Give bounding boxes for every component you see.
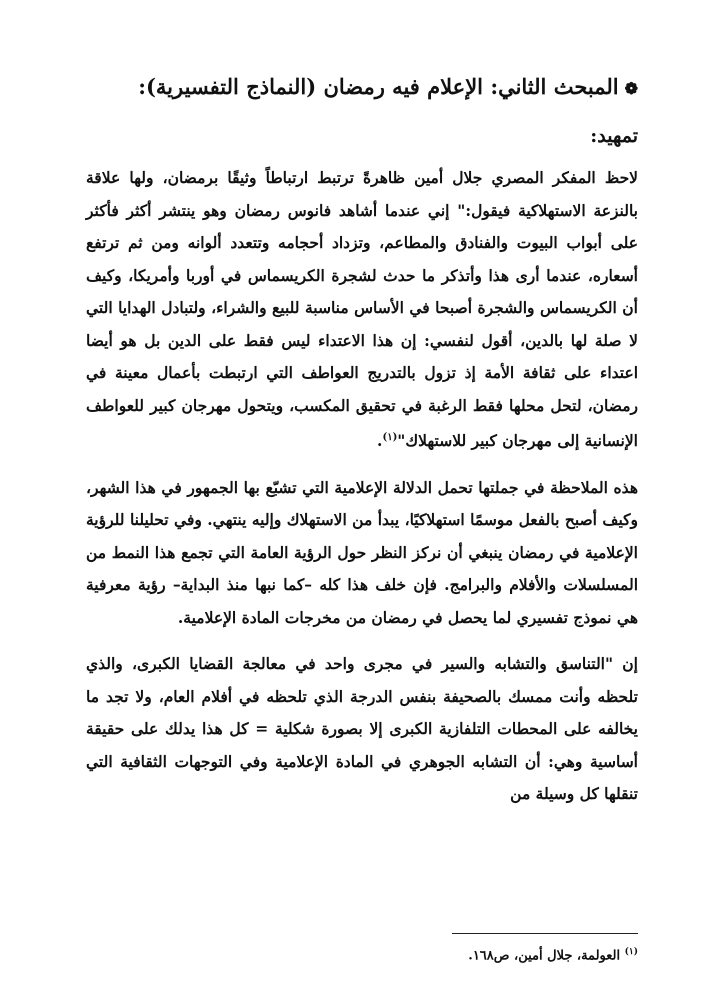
paragraph-analysis: هذه الملاحظة في جملتها تحمل الدلالة الإعلامية التي تشبّع بها الجمهور في هذا الشهر، وكيف أصبح بالفعل موسمًا استهلاكيًا، يبدأ من الاستهلاك وإليه ينتهي. وفي تحليلنا للرؤية الإعلامية في رمضان ينبغي أن نركز النظر حول الرؤية العامة التي تجمع هذا النمط من المسلسلات والأفلام والبرامج. فإن خلف هذا كله –كما نبها منذ البداية– رؤية معرفية هي نموذج تفسيري لما يحصل في رمضان من مخرجات المادة الإعلامية. — [86, 477, 638, 627]
flower-ornament-icon: ❁ — [624, 79, 638, 98]
footnote — [468, 943, 638, 965]
paragraph-quote: لاحظ المفكر المصري جلال أمين ظاهرةً ترتبط ارتباطاً وثيقًا برمضان، ولها علاقة بالنزعة الاستهلاكية فيقول:" إني عندما أشاهد فانوس رمضان وهو ينتشر أكثر فأكثر على أبواب البيوت والفنادق والمطاعم، وتزداد أحجامه وتتعدد ألوانه ومن ثم ترتفع أسعاره، عندما أرى هذا وأتذكر ما حدث لشجرة الكريسماس في أوربا وأمريكا، وكيف أن الكريسماس والشجرة أصبحا في الأساس مناسبة للبيع والشراء، ولتبادل الهدايا التي لا صلة لها بالدين، أقول لنفسي: إن هذا الاعتداء ليس فقط على الدين بل هو أيضا اعتداء على ثقافة الأمة إذ تزول بالتدريج العواطف التي ارتبطت بأعمال معينة في رمضان، لتحل محلها فقط الرغبة في تحقيق المكسب، ويتحول مهرجان كبير للعواطف الإنسانية إلى مهرجان كبير للاستهلاك"$^{(١)}$. — [86, 168, 638, 451]
footnote-reference[interactable]: (١) — [382, 432, 398, 443]
paragraph-continuation: إن "التناسق والتشابه والسير في مجرى واحد في معالجة القضايا الكبرى، والذي تلحظه وأنت ممسك بالصحيفة بنفس الدرجة الذي تلحظه في أفلام العام، ولا تجد ما يخالفه على المحطات التلفازية الكبرى إلا بصورة شكلية = كل هذا يدلك على حقيقة أساسية وهي: أن التشابه الجوهري في المادة الإعلامية وفي التوجهات الثقافية التي تنقلها كل وسيلة من — [86, 654, 638, 804]
section-heading — [86, 72, 638, 104]
footnote-divider — [452, 933, 638, 934]
section-heading-text: المبحث الثاني: الإعلام فيه رمضان (النماذج التفسيرية): — [138, 74, 619, 99]
intro-label: تمهيد: — [590, 125, 638, 147]
footnote-marker: (١) — [624, 947, 638, 957]
paragraph-1-text: لاحظ المفكر المصري جلال أمين ظاهرةً ترتبط ارتباطاً وثيقًا برمضان، ولها علاقة بالنزعة الاستهلاكية فيقول:" إني عندما أشاهد فانوس رمضان وهو ينتشر أكثر فأكثر على أبواب البيوت والفنادق والمطاعم، وتزداد أحجامه وتتعدد ألوانه ومن ثم ترتفع أسعاره، عندما أرى هذا وأتذكر ما حدث لشجرة الكريسماس في أوربا وأمريكا، وكيف أن الكريسماس والشجرة أصبحا في الأساس مناسبة للبيع والشراء، ولتبادل الهدايا التي لا صلة لها بالدين، أقول لنفسي: إن هذا الاعتداء ليس فقط على الدين بل هو أيضا اعتداء على ثقافة الأمة إذ تزول بالتدريج العواطف التي ارتبطت بأعمال معينة في رمضان، لتحل محلها فقط الرغبة في تحقيق المكسب، ويتحول مهرجان كبير للعواطف الإنسانية إلى مهرجان كبير للاستهلاك" — [86, 168, 638, 451]
footnote-text: العولمة، جلال أمين، ص١٦٨. — [468, 948, 621, 964]
